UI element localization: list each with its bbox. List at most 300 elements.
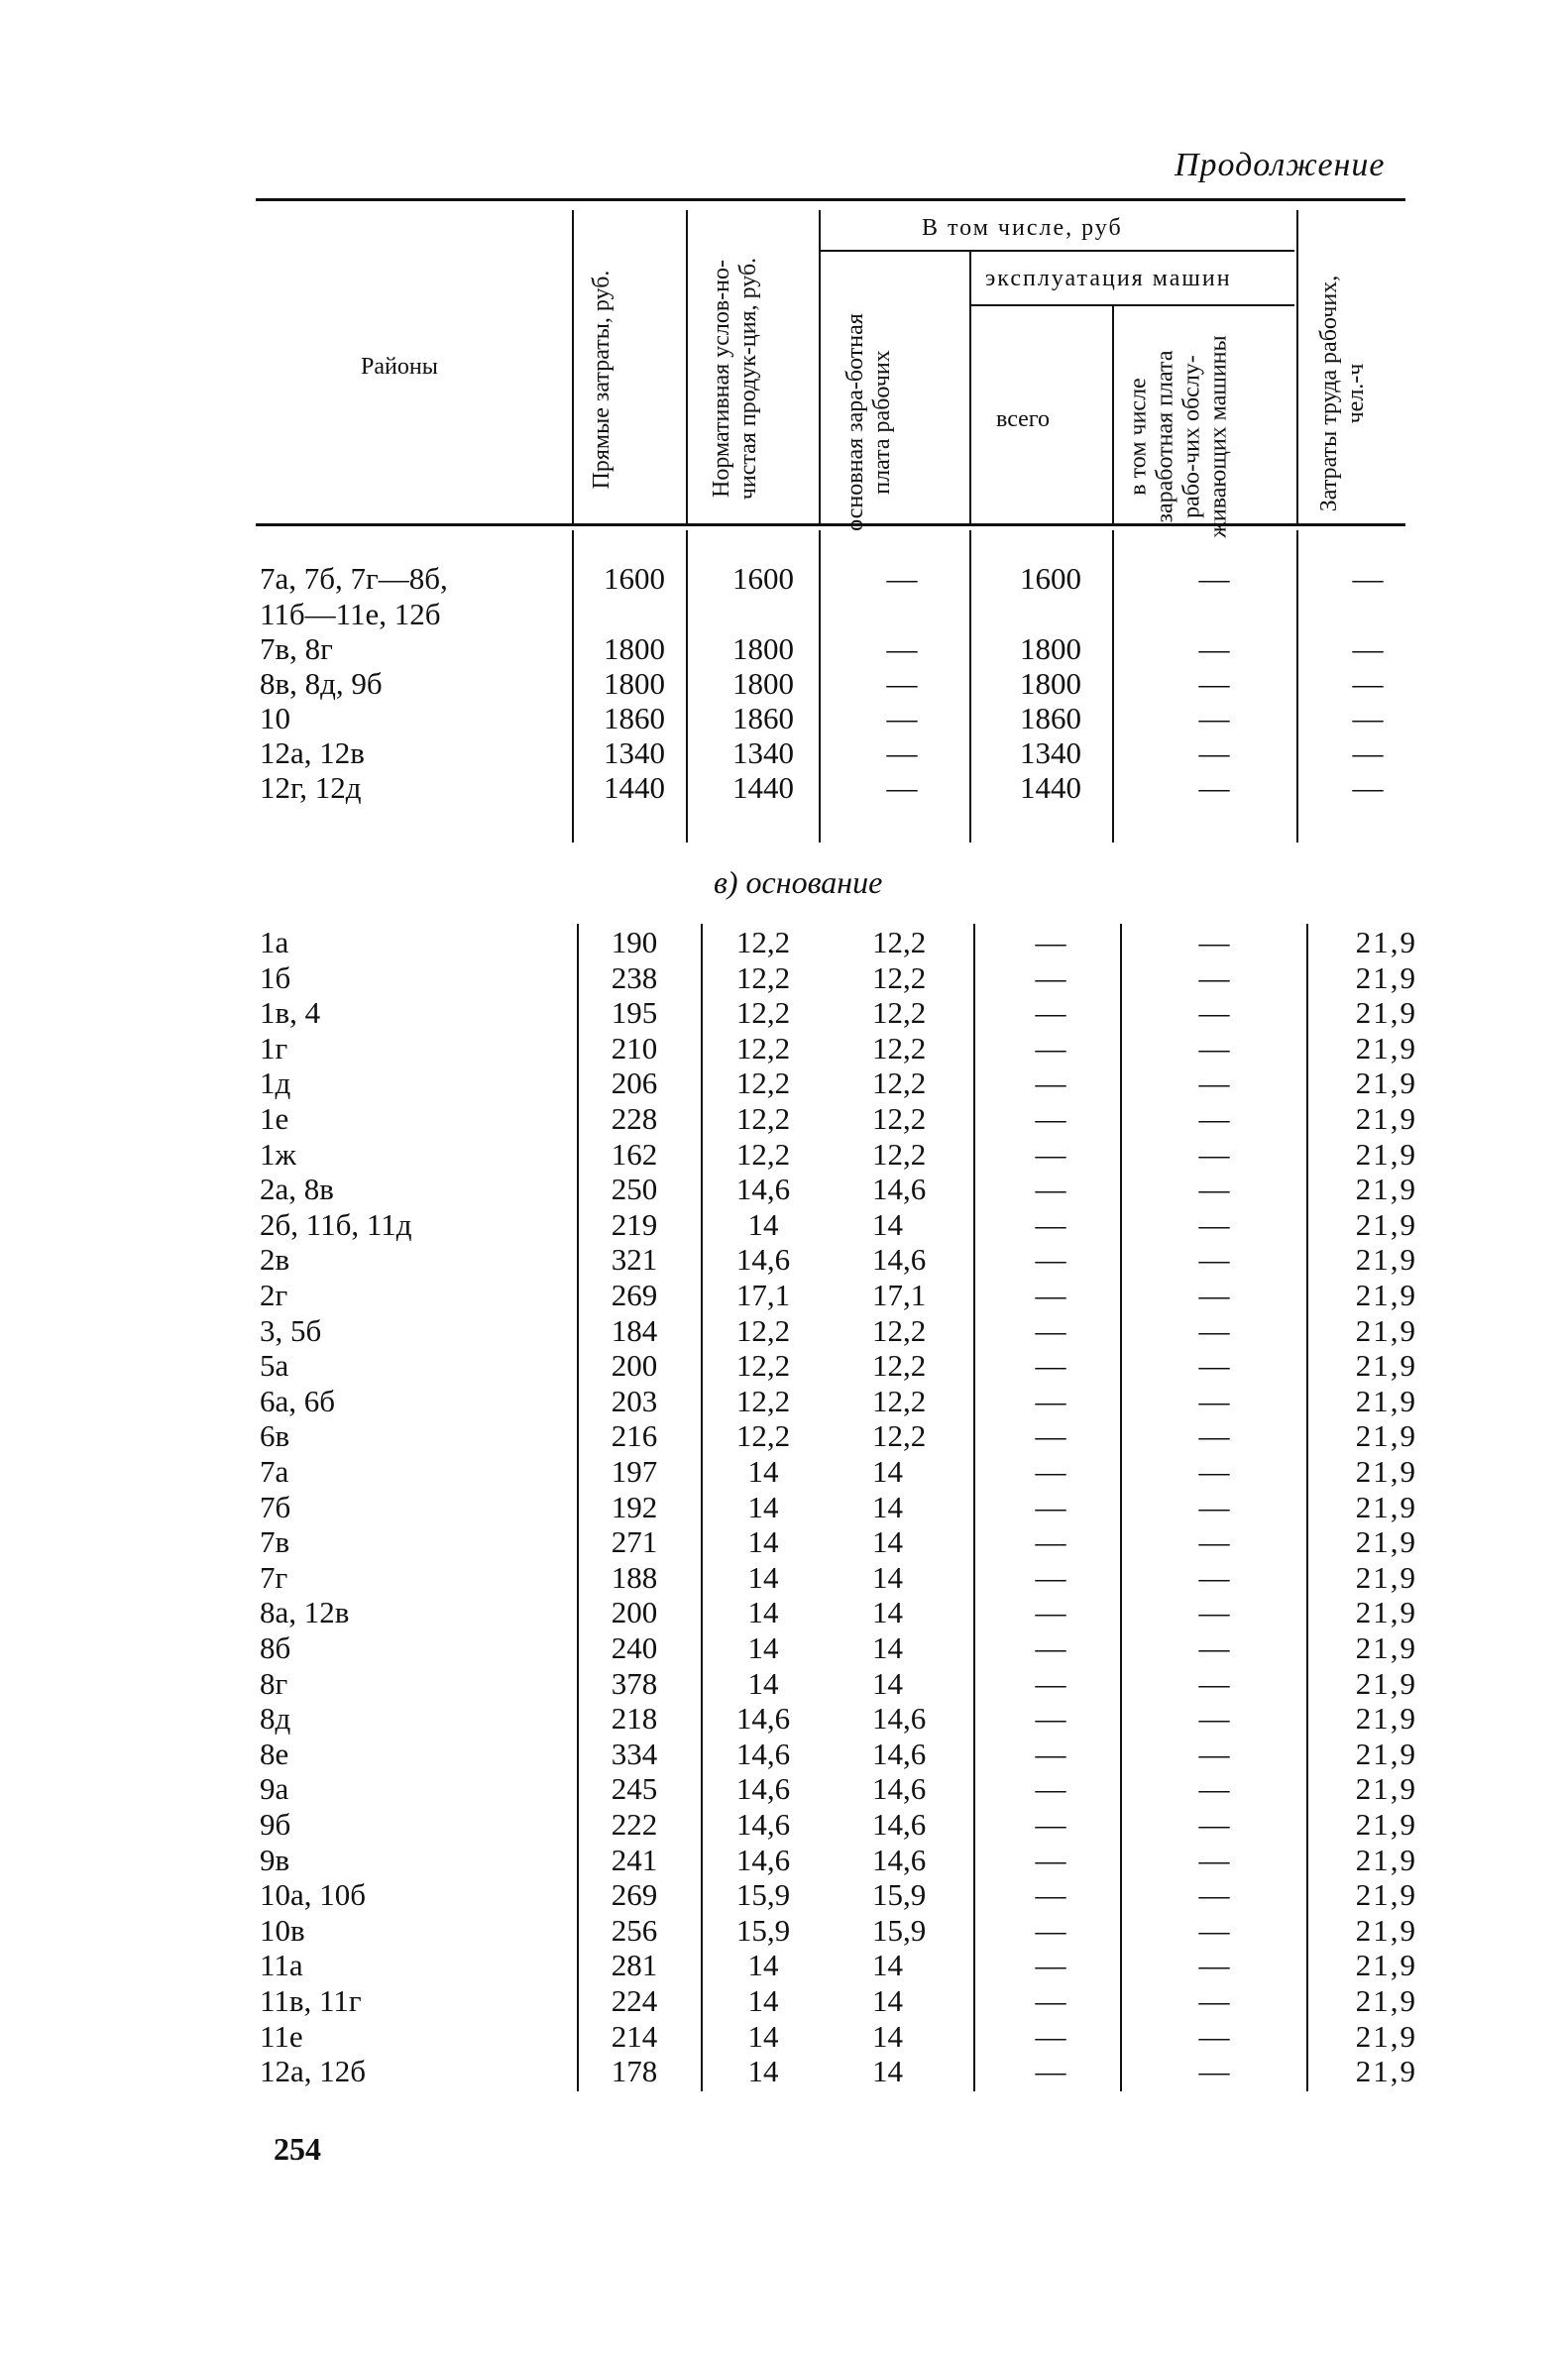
page-number: 254 xyxy=(274,2131,321,2167)
direct-costs-cell: 321 xyxy=(611,1242,658,1278)
machine-wage-cell: — xyxy=(1198,1736,1230,1771)
header-total: всего xyxy=(996,406,1051,432)
direct-costs-cell: 269 xyxy=(611,1877,658,1913)
direct-costs-cell: 218 xyxy=(611,1701,658,1737)
labor-costs-cell: 21,9 xyxy=(1355,1665,1417,1701)
table-row xyxy=(0,1702,1568,1736)
base-wage-cell: — xyxy=(886,631,918,666)
base-wage-cell: 14,6 xyxy=(872,1807,927,1842)
table-row xyxy=(0,1455,1568,1489)
table-row xyxy=(0,1419,1568,1453)
machine-wage-cell: — xyxy=(1198,1983,1230,2018)
normative-product-cell: 1440 xyxy=(732,770,794,805)
table-row xyxy=(0,961,1568,995)
machine-total-cell: — xyxy=(1035,1206,1066,1242)
machine-total-cell: — xyxy=(1035,1030,1066,1065)
region-cell: 8в, 8д, 9б xyxy=(260,666,383,701)
region-cell: 10в xyxy=(260,1912,305,1948)
machine-wage-cell: — xyxy=(1198,1807,1230,1842)
machine-total-cell: — xyxy=(1035,1701,1066,1737)
labor-costs-cell: 21,9 xyxy=(1355,1278,1417,1312)
header-normative-product: Нормативная услов-но-чистая продук-ция, руб. xyxy=(709,257,761,501)
normative-product-cell: 12,2 xyxy=(735,1383,791,1418)
machine-total-cell: — xyxy=(1035,995,1066,1031)
direct-costs-cell: 216 xyxy=(611,1418,658,1454)
continuation-label: Продолжение xyxy=(1175,147,1386,183)
machine-total-cell: — xyxy=(1035,1348,1066,1384)
region-cell: 8д xyxy=(260,1701,291,1737)
table-row xyxy=(0,1102,1568,1136)
machine-wage-cell: — xyxy=(1198,1030,1230,1065)
machine-total-cell: — xyxy=(1035,1065,1066,1101)
labor-costs-cell: 21,9 xyxy=(1355,1418,1417,1454)
labor-costs-cell: — xyxy=(1352,561,1384,596)
table-row xyxy=(0,1808,1568,1842)
table-row xyxy=(0,702,1568,735)
normative-product-cell: 14 xyxy=(747,1630,779,1665)
region-cell: 6в xyxy=(260,1418,290,1454)
base-wage-cell: 12,2 xyxy=(872,1383,927,1418)
table-row xyxy=(0,1984,1568,2018)
machine-wage-cell: — xyxy=(1198,1489,1230,1524)
direct-costs-cell: 271 xyxy=(611,1524,658,1560)
table-row xyxy=(0,1667,1568,1701)
table-row xyxy=(0,1066,1568,1100)
base-wage-cell: 14,6 xyxy=(872,1842,927,1877)
normative-product-cell: 14,6 xyxy=(735,1842,791,1877)
normative-product-cell: 1340 xyxy=(732,735,794,770)
direct-costs-cell: 378 xyxy=(611,1665,658,1701)
labor-costs-cell: 21,9 xyxy=(1355,1807,1417,1842)
machine-wage-cell: — xyxy=(1198,1418,1230,1454)
direct-costs-cell: 228 xyxy=(611,1101,658,1136)
base-wage-cell: 14 xyxy=(872,1630,903,1665)
table-row xyxy=(0,736,1568,770)
base-wage-cell: 12,2 xyxy=(872,1030,927,1065)
region-cell: 11б—11е, 12б xyxy=(260,597,441,631)
machine-total-cell: — xyxy=(1035,1172,1066,1207)
machine-wage-cell: — xyxy=(1198,735,1230,770)
region-cell: 11а xyxy=(260,1948,303,1983)
direct-costs-cell: 219 xyxy=(611,1206,658,1242)
base-wage-cell: 12,2 xyxy=(872,1312,927,1348)
machine-wage-cell: — xyxy=(1198,1842,1230,1877)
base-wage-cell: — xyxy=(886,561,918,596)
machine-total-cell: — xyxy=(1035,1771,1066,1807)
normative-product-cell: 14 xyxy=(747,1206,779,1242)
table-row xyxy=(0,1032,1568,1065)
base-wage-cell: 12,2 xyxy=(872,925,927,959)
base-wage-cell: 14,6 xyxy=(872,1771,927,1807)
region-cell: 11е xyxy=(260,2018,303,2054)
machine-wage-cell: — xyxy=(1198,1312,1230,1348)
machine-total-cell: — xyxy=(1035,1983,1066,2018)
machine-total-cell: — xyxy=(1035,1101,1066,1136)
base-wage-cell: 14 xyxy=(872,1559,903,1595)
region-cell: 9а xyxy=(260,1771,289,1807)
region-cell: 12г, 12д xyxy=(260,770,362,805)
header-top-rule xyxy=(256,198,1405,201)
direct-costs-cell: 184 xyxy=(611,1312,658,1348)
table-row xyxy=(0,632,1568,666)
direct-costs-cell: 238 xyxy=(611,959,658,995)
region-cell: 1е xyxy=(260,1101,289,1136)
normative-product-cell: 15,9 xyxy=(735,1877,791,1913)
base-wage-cell: 14,6 xyxy=(872,1242,927,1278)
region-cell: 8а, 12в xyxy=(260,1595,350,1630)
base-wage-cell: — xyxy=(886,701,918,735)
region-cell: 2а, 8в xyxy=(260,1172,334,1207)
region-cell: 1ж xyxy=(260,1136,296,1172)
machine-wage-cell: — xyxy=(1198,995,1230,1031)
labor-costs-cell: 21,9 xyxy=(1355,1736,1417,1771)
base-wage-cell: 14,6 xyxy=(872,1736,927,1771)
direct-costs-cell: 1800 xyxy=(604,631,665,666)
header-col-rule-1 xyxy=(572,210,574,523)
region-cell: 2г xyxy=(260,1278,288,1312)
table-row xyxy=(0,771,1568,805)
header-col-rule-5 xyxy=(1112,306,1114,523)
labor-costs-cell: 21,9 xyxy=(1355,959,1417,995)
table-row xyxy=(0,1596,1568,1629)
machine-wage-cell: — xyxy=(1198,1630,1230,1665)
direct-costs-cell: 224 xyxy=(611,1983,658,2018)
region-cell: 8г xyxy=(260,1665,288,1701)
base-wage-cell: 12,2 xyxy=(872,1136,927,1172)
labor-costs-cell: 21,9 xyxy=(1355,2018,1417,2054)
region-cell: 1б xyxy=(260,959,291,995)
table-row xyxy=(0,562,1568,596)
direct-costs-cell: 269 xyxy=(611,1278,658,1312)
machine-total-cell: 1600 xyxy=(1020,561,1081,596)
labor-costs-cell: 21,9 xyxy=(1355,1701,1417,1737)
machine-total-cell: — xyxy=(1035,1595,1066,1630)
machine-wage-cell: — xyxy=(1198,1595,1230,1630)
region-cell: 7а xyxy=(260,1454,289,1489)
region-cell: 7в xyxy=(260,1524,290,1560)
direct-costs-cell: 281 xyxy=(611,1948,658,1983)
table-row xyxy=(0,1208,1568,1242)
base-wage-cell: 12,2 xyxy=(872,995,927,1031)
machine-wage-cell: — xyxy=(1198,1278,1230,1312)
machine-wage-cell: — xyxy=(1198,1065,1230,1101)
direct-costs-cell: 210 xyxy=(611,1030,658,1065)
normative-product-cell: 1800 xyxy=(732,666,794,701)
machine-total-cell: — xyxy=(1035,1383,1066,1418)
header-labor-costs: Затраты труда рабочих, чел.-ч xyxy=(1316,275,1369,512)
normative-product-cell: 12,2 xyxy=(735,1418,791,1454)
normative-product-cell: 1800 xyxy=(732,631,794,666)
machine-wage-cell: — xyxy=(1198,1701,1230,1737)
machine-total-cell: — xyxy=(1035,1630,1066,1665)
direct-costs-cell: 250 xyxy=(611,1172,658,1207)
table-row xyxy=(0,1844,1568,1877)
base-wage-cell: 14 xyxy=(872,1524,903,1560)
region-cell: 2б, 11б, 11д xyxy=(260,1206,412,1242)
machine-total-cell: — xyxy=(1035,925,1066,959)
direct-costs-cell: 240 xyxy=(611,1630,658,1665)
machine-total-cell: — xyxy=(1035,1278,1066,1312)
machine-total-cell: — xyxy=(1035,1242,1066,1278)
machine-wage-cell: — xyxy=(1198,1665,1230,1701)
table-row xyxy=(0,1738,1568,1771)
normative-product-cell: 15,9 xyxy=(735,1912,791,1948)
region-cell: 9б xyxy=(260,1807,291,1842)
region-cell: 7г xyxy=(260,1559,288,1595)
labor-costs-cell: 21,9 xyxy=(1355,1172,1417,1207)
region-cell: 5а xyxy=(260,1348,289,1384)
labor-costs-cell: 21,9 xyxy=(1355,1030,1417,1065)
direct-costs-cell: 256 xyxy=(611,1912,658,1948)
region-cell: 9в xyxy=(260,1842,290,1877)
machine-wage-cell: — xyxy=(1198,1912,1230,1948)
direct-costs-cell: 192 xyxy=(611,1489,658,1524)
machine-total-cell: — xyxy=(1035,1736,1066,1771)
normative-product-cell: 12,2 xyxy=(735,1101,791,1136)
machine-total-cell: — xyxy=(1035,1559,1066,1595)
region-cell: 11в, 11г xyxy=(260,1983,362,2018)
direct-costs-cell: 200 xyxy=(611,1348,658,1384)
normative-product-cell: 12,2 xyxy=(735,995,791,1031)
normative-product-cell: 14 xyxy=(747,2018,779,2054)
header-machine-operation: эксплуатация машин xyxy=(985,266,1232,291)
table-row xyxy=(0,1525,1568,1559)
region-cell: 3, 5б xyxy=(260,1312,322,1348)
base-wage-cell: 12,2 xyxy=(872,1065,927,1101)
base-wage-cell: 14 xyxy=(872,2018,903,2054)
labor-costs-cell: 21,9 xyxy=(1355,1348,1417,1384)
base-wage-cell: 15,9 xyxy=(872,1877,927,1913)
labor-costs-cell: 21,9 xyxy=(1355,1842,1417,1877)
labor-costs-cell: 21,9 xyxy=(1355,1877,1417,1913)
labor-costs-cell: 21,9 xyxy=(1355,1242,1417,1278)
region-cell: 7а, 7б, 7г—8б, xyxy=(260,561,448,596)
direct-costs-cell: 190 xyxy=(611,925,658,959)
direct-costs-cell: 188 xyxy=(611,1559,658,1595)
direct-costs-cell: 1600 xyxy=(604,561,665,596)
machine-wage-cell: — xyxy=(1198,1206,1230,1242)
direct-costs-cell: 334 xyxy=(611,1736,658,1771)
labor-costs-cell: 21,9 xyxy=(1355,995,1417,1031)
table-row xyxy=(0,1914,1568,1948)
region-cell: 8е xyxy=(260,1736,289,1771)
region-cell: 6а, 6б xyxy=(260,1383,336,1418)
direct-costs-cell: 197 xyxy=(611,1454,658,1489)
normative-product-cell: 12,2 xyxy=(735,1030,791,1065)
table-row xyxy=(0,2055,1568,2088)
machine-total-cell: — xyxy=(1035,1136,1066,1172)
table-row xyxy=(0,1314,1568,1348)
machine-total-cell: 1440 xyxy=(1020,770,1081,805)
normative-product-cell: 14 xyxy=(747,1489,779,1524)
table-row xyxy=(0,1949,1568,1982)
machine-total-cell: — xyxy=(1035,2054,1066,2089)
base-wage-cell: 14 xyxy=(872,2054,903,2089)
labor-costs-cell: — xyxy=(1352,735,1384,770)
normative-product-cell: 14 xyxy=(747,1595,779,1630)
machine-wage-cell: — xyxy=(1198,770,1230,805)
table-row xyxy=(0,1173,1568,1206)
region-cell: 10 xyxy=(260,701,290,735)
direct-costs-cell: 214 xyxy=(611,2018,658,2054)
base-wage-cell: 12,2 xyxy=(872,1101,927,1136)
direct-costs-cell: 162 xyxy=(611,1136,658,1172)
machine-total-cell: — xyxy=(1035,1948,1066,1983)
machine-wage-cell: — xyxy=(1198,701,1230,735)
base-wage-cell: 12,2 xyxy=(872,1418,927,1454)
labor-costs-cell: 21,9 xyxy=(1355,1983,1417,2018)
header-including-rub: В том числе, руб xyxy=(922,215,1123,241)
base-wage-cell: 14 xyxy=(872,1595,903,1630)
table-row xyxy=(0,996,1568,1030)
labor-costs-cell: 21,9 xyxy=(1355,925,1417,959)
machine-wage-cell: — xyxy=(1198,666,1230,701)
machine-wage-cell: — xyxy=(1198,1101,1230,1136)
direct-costs-cell: 222 xyxy=(611,1807,658,1842)
labor-costs-cell: 21,9 xyxy=(1355,1489,1417,1524)
labor-costs-cell: — xyxy=(1352,701,1384,735)
machine-wage-cell: — xyxy=(1198,631,1230,666)
normative-product-cell: 12,2 xyxy=(735,1136,791,1172)
table-row xyxy=(0,1349,1568,1383)
machine-total-cell: — xyxy=(1035,1807,1066,1842)
base-wage-cell: 15,9 xyxy=(872,1912,927,1948)
normative-product-cell: 12,2 xyxy=(735,1348,791,1384)
direct-costs-cell: 1340 xyxy=(604,735,665,770)
machine-total-cell: — xyxy=(1035,1312,1066,1348)
machine-wage-cell: — xyxy=(1198,2054,1230,2089)
machine-wage-cell: — xyxy=(1198,1559,1230,1595)
region-cell: 1д xyxy=(260,1065,291,1101)
machine-total-cell: — xyxy=(1035,1524,1066,1560)
machine-wage-cell: — xyxy=(1198,959,1230,995)
direct-costs-cell: 241 xyxy=(611,1842,658,1877)
labor-costs-cell: 21,9 xyxy=(1355,1771,1417,1807)
machine-total-cell: — xyxy=(1035,1912,1066,1948)
header-col-rule-4 xyxy=(969,252,971,523)
labor-costs-cell: 21,9 xyxy=(1355,1948,1417,1983)
normative-product-cell: 1860 xyxy=(732,701,794,735)
region-cell: 10а, 10б xyxy=(260,1877,367,1913)
labor-costs-cell: — xyxy=(1352,666,1384,701)
machine-wage-cell: — xyxy=(1198,561,1230,596)
header-regions: Районы xyxy=(361,354,438,380)
labor-costs-cell: 21,9 xyxy=(1355,1595,1417,1630)
normative-product-cell: 14 xyxy=(747,1665,779,1701)
direct-costs-cell: 1800 xyxy=(604,666,665,701)
labor-costs-cell: 21,9 xyxy=(1355,1524,1417,1560)
normative-product-cell: 14,6 xyxy=(735,1701,791,1737)
machine-total-cell: — xyxy=(1035,959,1066,995)
normative-product-cell: 14 xyxy=(747,1524,779,1560)
normative-product-cell: 14,6 xyxy=(735,1172,791,1207)
labor-costs-cell: 21,9 xyxy=(1355,1630,1417,1665)
machine-total-cell: — xyxy=(1035,1842,1066,1877)
labor-costs-cell: 21,9 xyxy=(1355,1912,1417,1948)
header-including-wage: в том числе заработная плата рабо-чих обслу-живающих машины xyxy=(1125,335,1232,538)
normative-product-cell: 12,2 xyxy=(735,925,791,959)
table-row xyxy=(0,1878,1568,1912)
normative-product-cell: 14 xyxy=(747,1454,779,1489)
machine-total-cell: — xyxy=(1035,1454,1066,1489)
labor-costs-cell: 21,9 xyxy=(1355,1559,1417,1595)
region-cell: 1в, 4 xyxy=(260,995,321,1031)
direct-costs-cell: 206 xyxy=(611,1065,658,1101)
machine-wage-cell: — xyxy=(1198,1877,1230,1913)
labor-costs-cell: 21,9 xyxy=(1355,1101,1417,1136)
table-row xyxy=(0,1631,1568,1665)
normative-product-cell: 14 xyxy=(747,1559,779,1595)
base-wage-cell: 14 xyxy=(872,1983,903,2018)
labor-costs-cell: 21,9 xyxy=(1355,1206,1417,1242)
normative-product-cell: 14 xyxy=(747,2054,779,2089)
machine-wage-cell: — xyxy=(1198,1136,1230,1172)
base-wage-cell: 14 xyxy=(872,1454,903,1489)
table-row xyxy=(0,1138,1568,1172)
header-direct-costs: Прямые затраты, руб. xyxy=(589,270,615,490)
machine-total-cell: — xyxy=(1035,1418,1066,1454)
base-wage-cell: 12,2 xyxy=(872,1348,927,1384)
table-row xyxy=(0,2020,1568,2054)
labor-costs-cell: 21,9 xyxy=(1355,1312,1417,1348)
direct-costs-cell: 245 xyxy=(611,1771,658,1807)
normative-product-cell: 12,2 xyxy=(735,1065,791,1101)
header-base-wage: основная зара-ботная плата рабочих xyxy=(842,313,895,531)
base-wage-cell: 14,6 xyxy=(872,1701,927,1737)
table-row xyxy=(0,1243,1568,1277)
direct-costs-cell: 200 xyxy=(611,1595,658,1630)
normative-product-cell: 1600 xyxy=(732,561,794,596)
region-cell: 8б xyxy=(260,1630,291,1665)
machine-wage-cell: — xyxy=(1198,1454,1230,1489)
labor-costs-cell: 21,9 xyxy=(1355,2054,1417,2089)
table-row xyxy=(0,926,1568,959)
normative-product-cell: 14,6 xyxy=(735,1736,791,1771)
machine-wage-cell: — xyxy=(1198,925,1230,959)
normative-product-cell: 12,2 xyxy=(735,1312,791,1348)
machine-wage-cell: — xyxy=(1198,1348,1230,1384)
base-wage-cell: 14,6 xyxy=(872,1172,927,1207)
machine-wage-cell: — xyxy=(1198,2018,1230,2054)
region-cell: 12а, 12б xyxy=(260,2054,367,2089)
base-wage-cell: 17,1 xyxy=(872,1278,927,1312)
normative-product-cell: 12,2 xyxy=(735,959,791,995)
machine-wage-cell: — xyxy=(1198,1771,1230,1807)
machine-total-cell: 1860 xyxy=(1020,701,1081,735)
table-row xyxy=(0,598,1568,631)
base-wage-cell: 14 xyxy=(872,1489,903,1524)
base-wage-cell: — xyxy=(886,770,918,805)
normative-product-cell: 14,6 xyxy=(735,1807,791,1842)
machine-rule xyxy=(971,304,1294,306)
region-cell: 7в, 8г xyxy=(260,631,333,666)
region-cell: 12а, 12в xyxy=(260,735,365,770)
machine-wage-cell: — xyxy=(1198,1948,1230,1983)
labor-costs-cell: 21,9 xyxy=(1355,1454,1417,1489)
labor-costs-cell: 21,9 xyxy=(1355,1136,1417,1172)
header-col-rule-6 xyxy=(1296,210,1298,523)
labor-costs-cell: 21,9 xyxy=(1355,1065,1417,1101)
machine-wage-cell: — xyxy=(1198,1172,1230,1207)
machine-total-cell: 1340 xyxy=(1020,735,1081,770)
table-row xyxy=(0,1385,1568,1418)
table-row xyxy=(0,1279,1568,1312)
machine-wage-cell: — xyxy=(1198,1242,1230,1278)
labor-costs-cell: — xyxy=(1352,631,1384,666)
base-wage-cell: 14 xyxy=(872,1206,903,1242)
header-col-rule-2 xyxy=(686,210,688,523)
region-cell: 1а xyxy=(260,925,289,959)
